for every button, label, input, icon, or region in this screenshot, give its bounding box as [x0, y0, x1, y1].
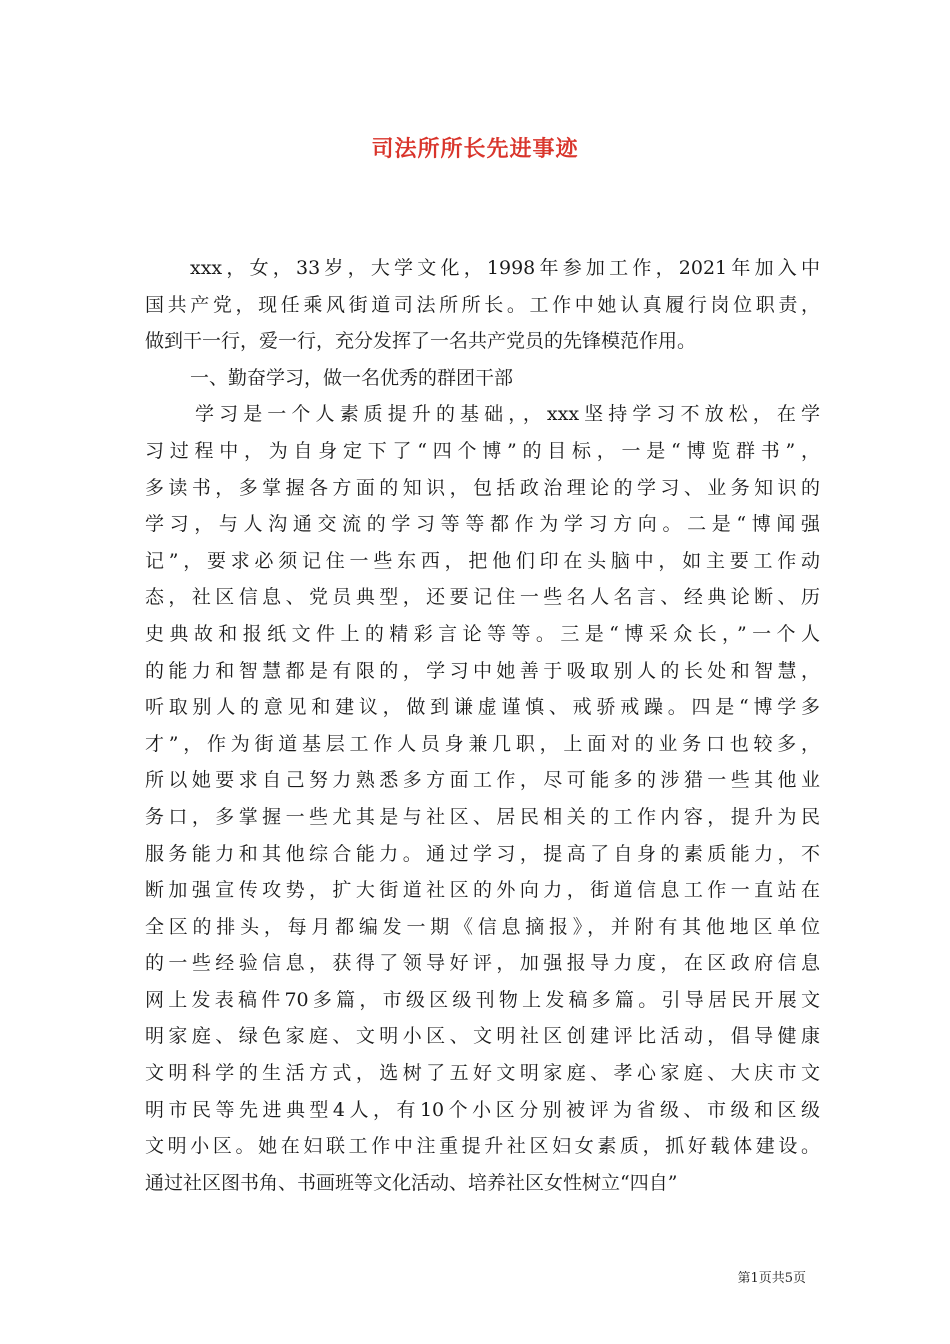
- paragraph-line: 记”，要求必须记住一些东西，把他们印在头脑中，如主要工作动: [145, 549, 820, 572]
- paragraph-line: 通过社区图书角、书画班等文化活动、培养社区女性树立“四自”: [145, 1171, 678, 1194]
- paragraph-line: 听取别人的意见和建议，做到谦虚谨慎、戒骄戒躁。四是“博学多: [145, 696, 820, 719]
- paragraph-line: 文明小区。她在妇联工作中注重提升社区妇女素质，抓好载体建设。: [145, 1135, 820, 1158]
- paragraph-line: 学习是一个人素质提升的基础，，xxx坚持学习不放松，在学: [195, 403, 820, 426]
- paragraph-line: xxx，女，33岁，大学文化，1998年参加工作，2021年加入中: [190, 257, 820, 279]
- paragraph-line: 所以她要求自己努力熟悉多方面工作，尽可能多的涉猎一些其他业: [145, 769, 820, 792]
- paragraph-line: 做到干一行，爱一行，充分发挥了一名共产党员的先锋模范作用。: [145, 330, 697, 353]
- paragraph-line: 的一些经验信息，获得了领导好评，加强报导力度，在区政府信息: [145, 952, 820, 975]
- paragraph-line: 明市民等先进典型4人，有10个小区分别被评为省级、市级和区级: [145, 1098, 820, 1121]
- paragraph-line: 的能力和智慧都是有限的，学习中她善于吸取别人的长处和智慧，: [145, 659, 820, 682]
- paragraph-line: 多读书，多掌握各方面的知识，包括政治理论的学习、业务知识的: [145, 476, 820, 499]
- document-body: [145, 250, 820, 1201]
- paragraph-line: 文明科学的生活方式，选树了五好文明家庭、孝心家庭、大庆市文: [145, 1062, 820, 1085]
- paragraph-line: 断加强宣传攻势，扩大街道社区的外向力，街道信息工作一直站在: [145, 879, 820, 902]
- paragraph-line: 全区的排头，每月都编发一期《信息摘报》，并附有其他地区单位: [145, 915, 820, 938]
- section-heading: 一、勤奋学习，做一名优秀的群团干部: [190, 366, 514, 389]
- paragraph-line: 态，社区信息、党员典型，还要记住一些名人名言、经典论断、历: [145, 586, 820, 609]
- page-number: 第1页共5页: [737, 1271, 806, 1286]
- paragraph-line: 国共产党，现任乘风街道司法所所长。工作中她认真履行岗位职责，: [145, 293, 820, 316]
- paragraph-line: 网上发表稿件70多篇，市级区级刊物上发稿多篇。引导居民开展文: [145, 988, 820, 1011]
- paragraph-line: 学习，与人沟通交流的学习等等都作为学习方向。二是“博闻强: [145, 513, 820, 536]
- paragraph-line: 服务能力和其他综合能力。通过学习，提高了自身的素质能力，不: [145, 842, 820, 865]
- paragraph-line: 习过程中，为自身定下了“四个博”的目标，一是“博览群书”，: [145, 439, 820, 462]
- paragraph-line: 才”，作为街道基层工作人员身兼几职，上面对的业务口也较多，: [145, 732, 820, 755]
- paragraph-line: 务口，多掌握一些尤其是与社区、居民相关的工作内容，提升为民: [145, 805, 820, 828]
- paragraph-line: 明家庭、绿色家庭、文明小区、文明社区创建评比活动，倡导健康: [145, 1025, 820, 1048]
- document-title: 司法所所长先进事迹: [371, 136, 579, 162]
- paragraph-line: 史典故和报纸文件上的精彩言论等等。三是“博采众长，”一个人: [145, 622, 820, 645]
